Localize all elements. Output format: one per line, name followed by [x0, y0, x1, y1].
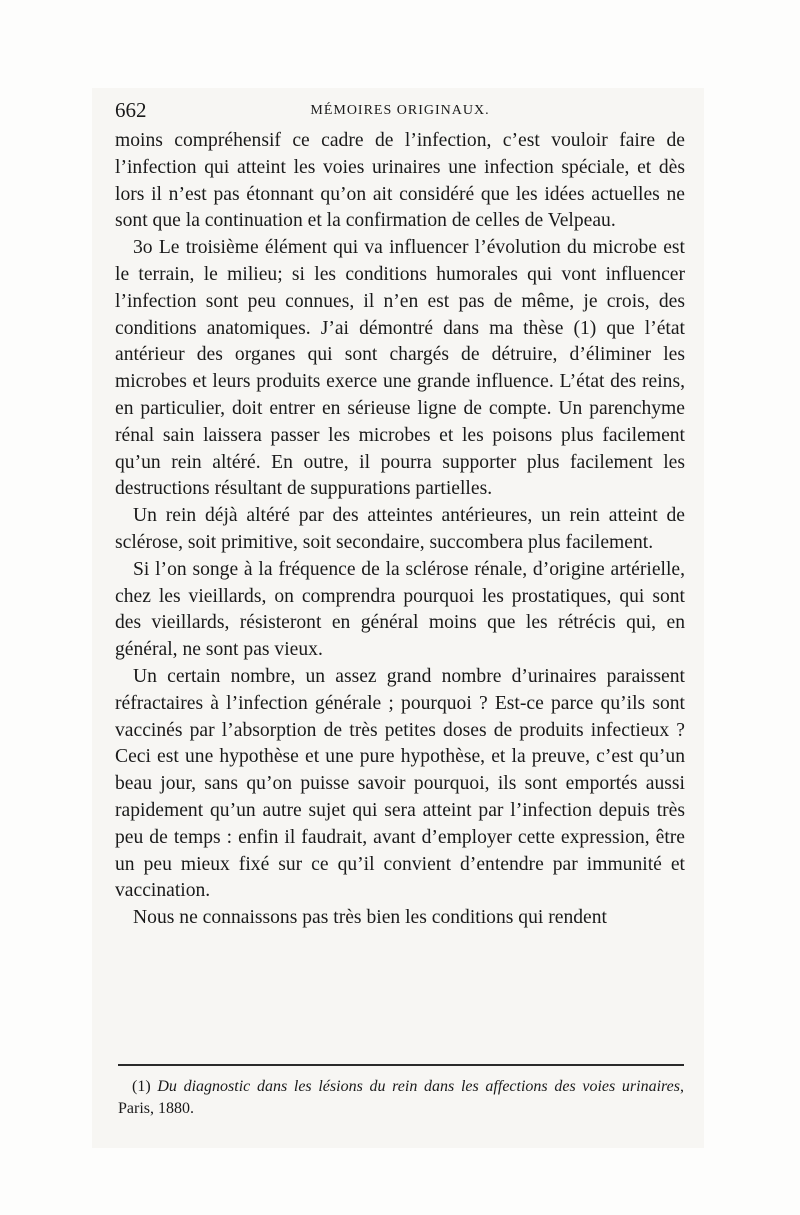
- paragraph-5: Un certain nombre, un assez grand nombre d’urinaires paraissent réfractaires à l’infection générale ; pourquoi ? Est-ce parce qu’ils sont vaccinés par l’absorption de très petites doses de produits infectieux ? Ceci est une hypothèse et une pure hypothèse, et la preuve, c’est qu’un beau jour, sans qu’on puisse savoir pourquoi, ils sont emportés aussi rapidement qu’un autre sujet qui sera atteint par l’infection depuis très peu de temps : enfin il faudrait, avant d’employer cette expression, être un peu mieux fixé sur ce qu’il convient d’entendre par immunité et vaccination.: [115, 665, 685, 902]
- running-head: MÉMOIRES ORIGINAUX.: [310, 103, 490, 118]
- body-text: [115, 128, 685, 932]
- paragraph-6: Nous ne connaissons pas très bien les conditions qui rendent: [133, 907, 607, 929]
- paragraph-3: Un rein déjà altéré par des atteintes antérieures, un rein atteint de sclérose, soit primitive, soit secondaire, succombera plus facilement.: [115, 505, 685, 553]
- footnote-imprint: , Paris, 1880.: [118, 1078, 685, 1117]
- paragraph-4: Si l’on songe à la fréquence de la sclérose rénale, d’origine artérielle, chez les vieillards, on comprendra pourquoi les prostatiques, qui sont des vieillards, résisteront en général moins que les rétrécis qui, en général, ne sont pas vieux.: [115, 558, 685, 661]
- footnote: [118, 1076, 684, 1120]
- page-header: [115, 98, 685, 124]
- footnote-title: Du diagnostic dans les lésions du rein dans les affections des voies urinaires: [157, 1078, 681, 1095]
- page-number: 662: [115, 98, 147, 122]
- footnote-divider: [118, 1064, 684, 1066]
- footnote-marker: (1): [132, 1078, 151, 1095]
- paragraph-2: 3o Le troisième élément qui va influencer l’évolution du microbe est le terrain, le milieu; si les conditions humorales qui vont influencer l’infection sont peu connues, il n’en est pas de même, je crois, des conditions anatomiques. J’ai démontré dans ma thèse (1) que l’état antérieur des organes qui sont chargés de détruire, d’éliminer les microbes et leurs produits exerce une grande influence. L’état des reins, en particulier, doit entrer en sérieuse ligne de compte. Un parenchyme rénal sain laissera passer les microbes et les poisons plus facilement qu’un rein altéré. En outre, il pourra supporter plus facilement les destructions résultant de suppurations partielles.: [115, 237, 685, 500]
- paragraph-1: moins compréhensif ce cadre de l’infection, c’est vouloir faire de l’infection qui atteint les voies urinaires une infection spéciale, et dès lors il n’est pas étonnant qu’on ait considéré que les idées actuelles ne sont que la continuation et la confirmation de celles de Velpeau.: [115, 130, 685, 232]
